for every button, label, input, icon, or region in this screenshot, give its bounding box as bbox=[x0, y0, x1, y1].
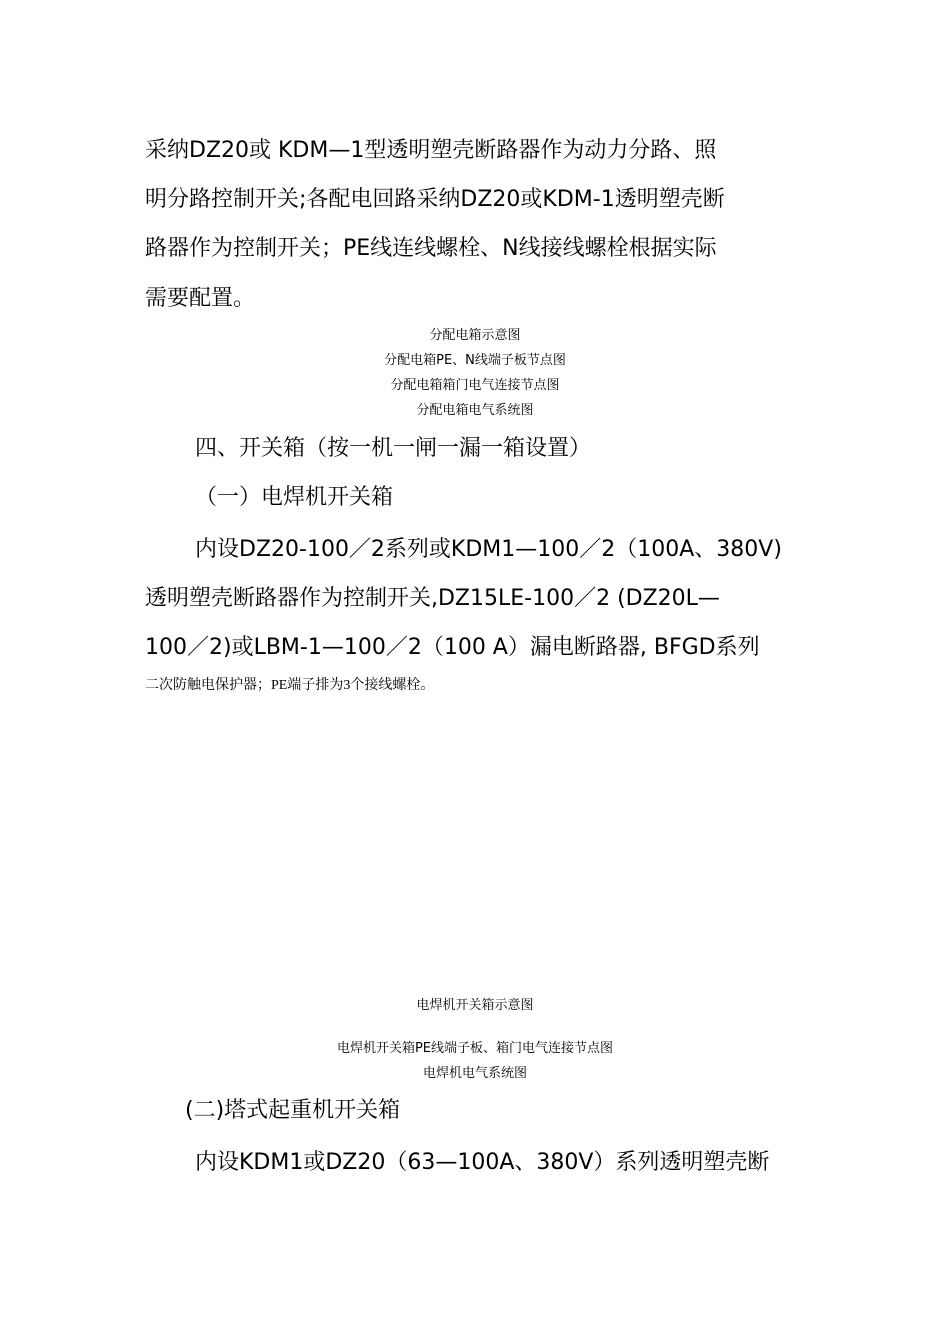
paragraph-line: 内设KDM1或DZ20（63—100A、380V）系列透明塑壳断 bbox=[195, 1150, 770, 1175]
paragraph-line-small: 二次防触电保护器；PE端子排为3个接线螺栓。 bbox=[145, 678, 435, 693]
paragraph-line: 透明塑壳断路器作为控制开关,DZ15LE-100／2 (DZ20L— bbox=[145, 586, 720, 611]
paragraph-line: 采纳DZ20或 KDM—1型透明塑壳断路器作为动力分路、照 bbox=[145, 138, 717, 163]
figure-caption: 分配电箱示意图 bbox=[429, 328, 521, 343]
subsection-heading: (二)塔式起重机开关箱 bbox=[185, 1098, 401, 1123]
section-heading: 四、开关箱（按一机一闸一漏一箱设置） bbox=[195, 436, 592, 461]
paragraph-line: 内设DZ20-100／2系列或KDM1—100／2（100A、380V) bbox=[195, 537, 782, 562]
paragraph-line: 100／2)或LBM-1—100／2（100 A）漏电断路器, BFGD系列 bbox=[145, 635, 760, 660]
paragraph-line: 路器作为控制开关；PE线连线螺栓、N线接线螺栓根据实际 bbox=[145, 236, 717, 261]
figure-caption: 分配电箱电气系统图 bbox=[416, 403, 534, 418]
figure-caption: 电焊机电气系统图 bbox=[422, 1066, 527, 1081]
subsection-heading: （一）电焊机开关箱 bbox=[195, 485, 394, 510]
figure-caption: 电焊机开关箱示意图 bbox=[416, 998, 534, 1013]
figure-caption: 分配电箱PE、N线端子板节点图 bbox=[384, 353, 566, 368]
figure-caption: 电焊机开关箱PE线端子板、箱门电气连接节点图 bbox=[336, 1041, 614, 1056]
paragraph-line: 需要配置。 bbox=[145, 286, 256, 311]
paragraph-line: 明分路控制开关;各配电回路采纳DZ20或KDM-1透明塑壳断 bbox=[145, 187, 725, 212]
figure-caption: 分配电箱箱门电气连接节点图 bbox=[390, 378, 560, 393]
